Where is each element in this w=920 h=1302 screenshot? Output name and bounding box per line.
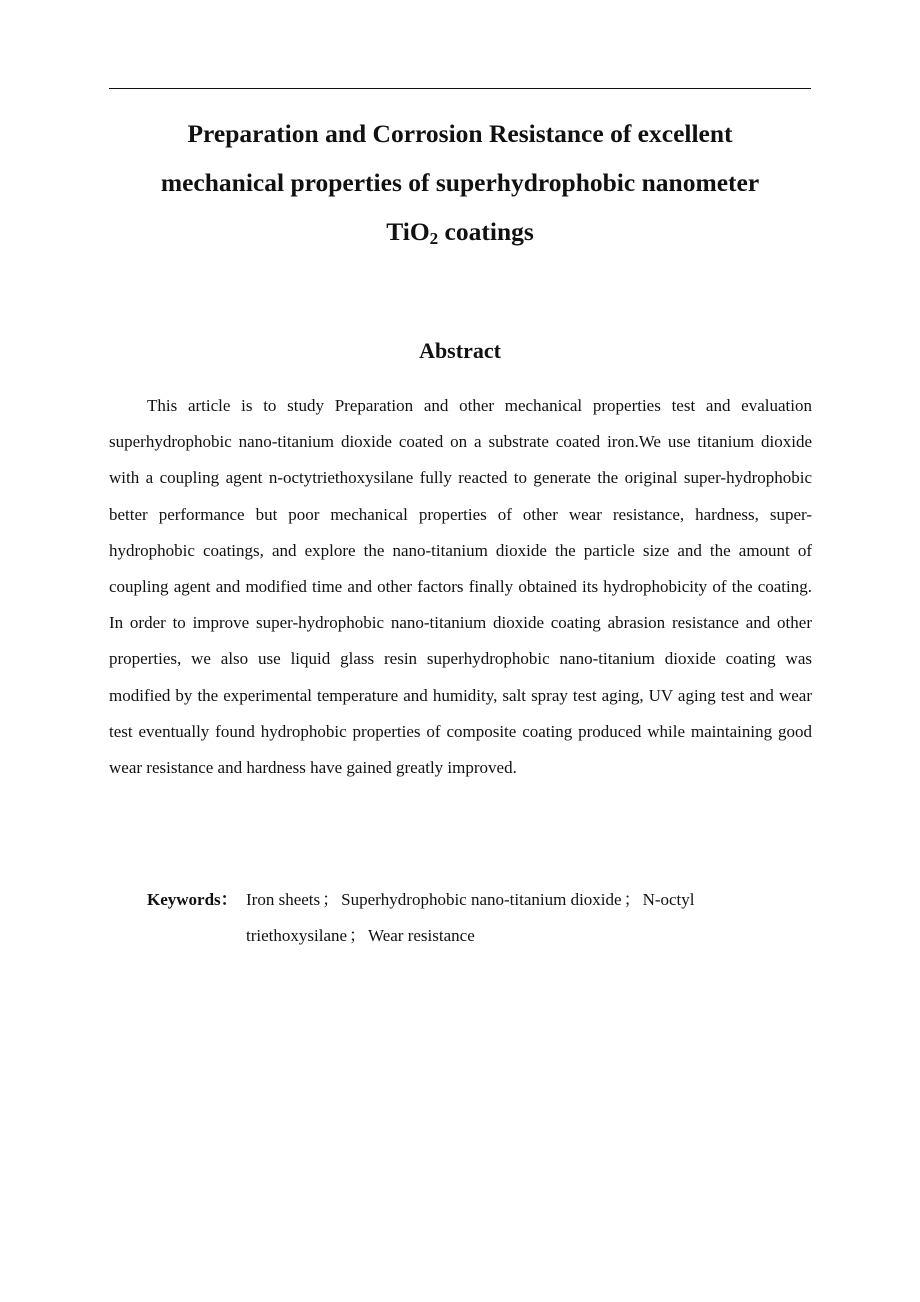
keyword-separator: ； bbox=[349, 926, 367, 945]
title-formula-subscript: 2 bbox=[429, 229, 439, 248]
title-line-3-rest: coatings bbox=[438, 217, 534, 246]
keyword-item: Iron sheets bbox=[246, 890, 321, 909]
keyword-item: Wear resistance bbox=[368, 926, 475, 945]
title-line-1: Preparation and Corrosion Resistance of excellent bbox=[187, 119, 733, 148]
abstract-heading: Abstract bbox=[419, 338, 501, 363]
title-formula: TiO bbox=[386, 217, 430, 246]
title-line-2: mechanical properties of superhydrophobic nanometer bbox=[160, 168, 760, 197]
paper-title bbox=[109, 109, 811, 256]
keyword-item: Superhydrophobic nano-titanium dioxide bbox=[341, 890, 622, 909]
keywords-list bbox=[246, 882, 746, 954]
header-rule bbox=[109, 88, 811, 89]
keyword-separator: ； bbox=[322, 890, 340, 909]
abstract-body: This article is to study Preparation and other mechanical properties test and evaluation superhydrophobic nano-titanium dioxide coated on a substrate coated iron.We use titanium dioxide with a coupling agent n-octytriethoxysilane fully reacted to generate the original super-hydrophobic better performance but poor mechanical properties of other wear resistance, hardness, super-hydrophobic coatings, and explore the nano-titanium dioxide the particle size and the amount of coupling agent and modified time and other factors finally obtained its hydrophobicity of the coating. In order to improve super-hydrophobic nano-titanium dioxide coating abrasion resistance and other properties, we also use liquid glass resin superhydrophobic nano-titanium dioxide coating was modified by the experimental temperature and humidity, salt spray test aging, UV aging test and wear test eventually found hydrophobic properties of composite coating produced while maintaining good wear resistance and hardness have gained greatly improved. bbox=[109, 396, 812, 778]
keyword-separator: ； bbox=[623, 890, 641, 909]
keywords-label: Keywords： bbox=[147, 890, 238, 909]
keyword-item: N-octyl triethoxysilane bbox=[246, 890, 695, 945]
title-line-3 bbox=[109, 207, 811, 256]
